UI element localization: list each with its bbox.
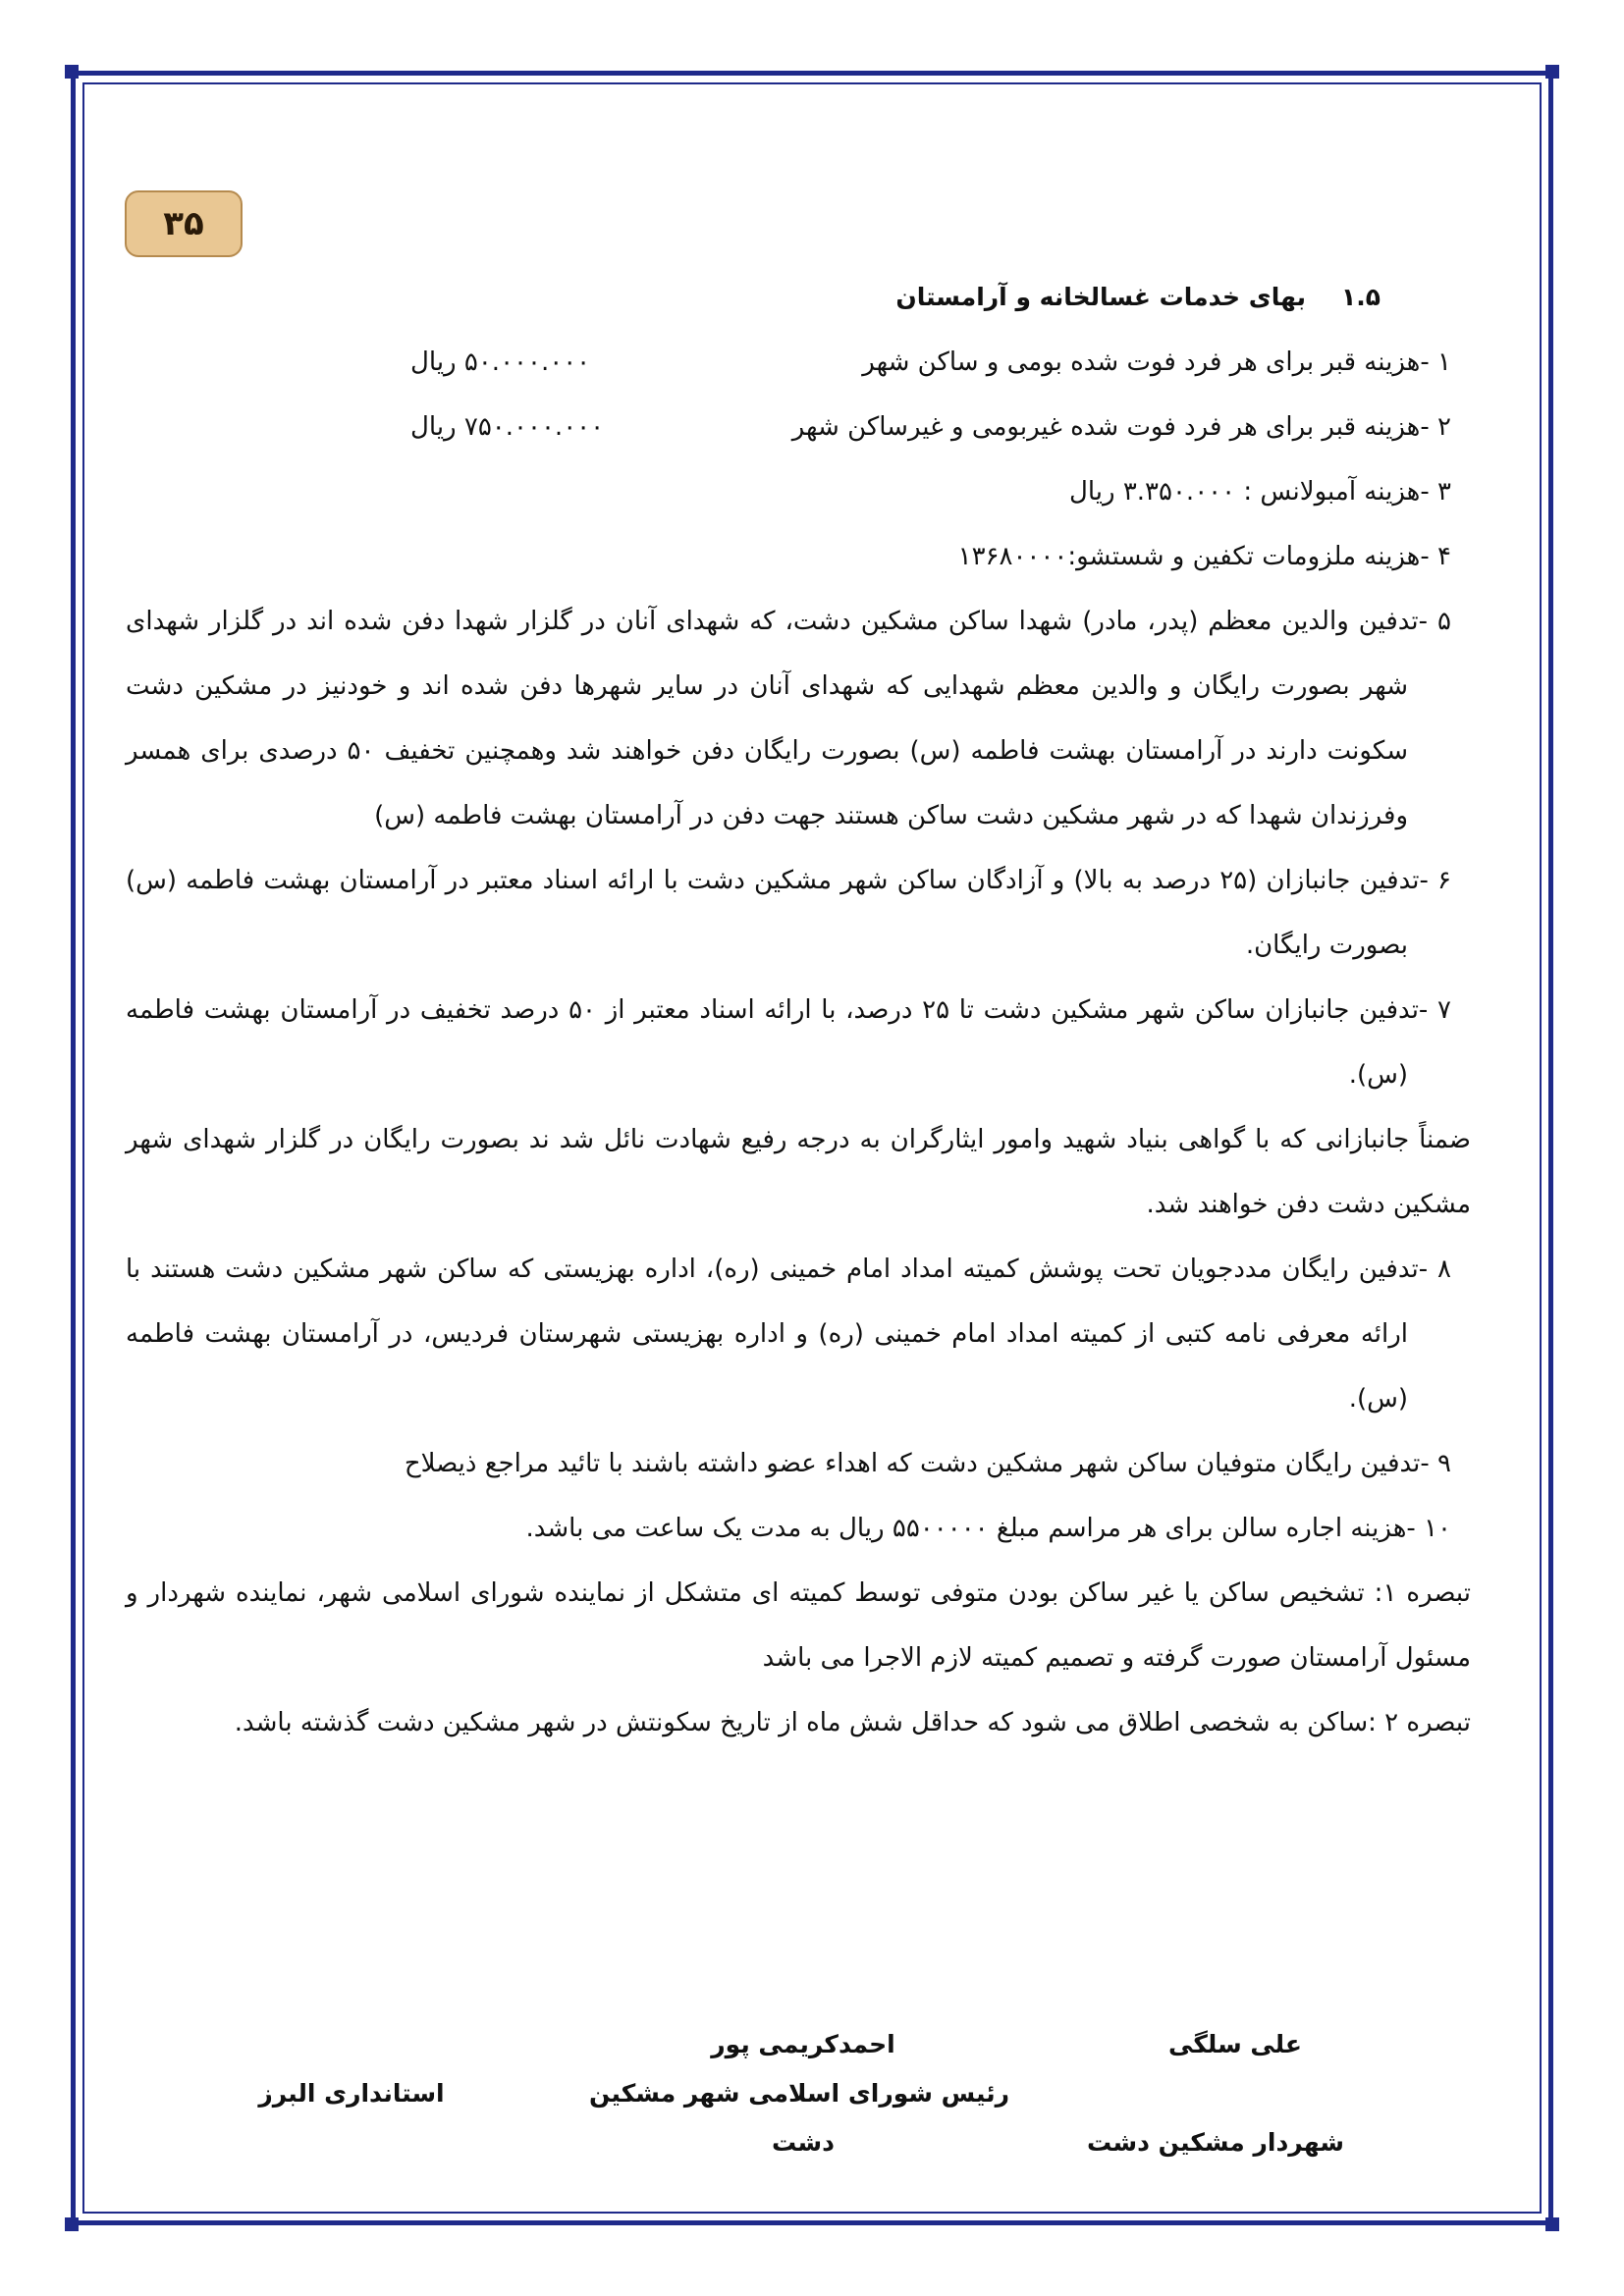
fee-amount: ۷۵۰.۰۰۰.۰۰۰ ریال [410,412,605,442]
fee-description: ۳ -هزینه آمبولانس : ۳.۳۵۰.۰۰۰ ریال [1068,477,1451,507]
council-head-name: احمدکریمی پور [711,2030,895,2058]
list-item-text: ۶ -تدفین جانبازان (۲۵ درصد به بالا) و آزادگان ساکن شهر مشکین دشت با ارائه اسناد معتبر در آرامستان بهشت فاطمه (س) بصورت رایگان. [126,866,1452,960]
section-title: بهای خدمات غسالخانه و آرامستان [895,283,1306,311]
list-item [126,848,1471,978]
list-item-text: ۱۰ -هزینه اجاره سالن برای هر مراسم مبلغ ۵۵۰۰۰۰۰ ریال به مدت یک ساعت می باشد. [525,1514,1451,1543]
section-heading [126,265,1471,330]
list-item-text: ۷ -تدفین جانبازان ساکن شهر مشکین دشت تا ۲۵ درصد، با ارائه اسناد معتبر از ۵۰ درصد تخفیف در آرامستان بهشت فاطمه (س). [126,995,1451,1090]
border-corner [65,2217,79,2231]
list-item [126,1496,1471,1561]
document-body [126,265,1471,1755]
note-paragraph: ضمناً جانبازانی که با گواهی بنیاد شهید وامور ایثارگران به درجه رفیع شهادت نائل شد ند بصورت رایگان در گلزار شهدای شهر مشکین دشت دفن خواهند شد. [126,1125,1471,1219]
page-number-badge: ۳۵ [125,190,243,257]
section-number: ۱.۵ [1340,283,1380,311]
mayor-name: علی سلگی [1168,2030,1302,2058]
list-item [126,589,1471,848]
fee-description: ۱ -هزینه قبر برای هر فرد فوت شده بومی و ساکن شهر [862,347,1451,377]
border-corner [65,65,79,79]
fee-description: ۴ -هزینه ملزومات تکفین و شستشو:۱۳۶۸۰۰۰۰ [957,542,1451,571]
fee-amount: ۵۰.۰۰۰.۰۰۰ ریال [410,347,591,377]
border-corner [1545,65,1559,79]
fee-row [126,459,1471,524]
note-tabsareh-2: تبصره ۲ :ساکن به شخصی اطلاق می شود که حداقل شش ماه از تاریخ سکونتش در شهر مشکین دشت گذشته باشد. [234,1708,1471,1737]
council-head-title: رئیس شورای اسلامی شهر مشکین [589,2079,1009,2108]
list-item [126,1237,1471,1431]
fee-row [126,330,1471,395]
fee-row [126,524,1471,589]
fee-description: ۲ -هزینه قبر برای هر فرد فوت شده غیربومی و غیرساکن شهر [791,412,1451,442]
list-item-text: ۹ -تدفین رایگان متوفیان ساکن شهر مشکین دشت که اهداء عضو داشته باشند با تائید مراجع ذیصلاح [404,1449,1451,1478]
border-corner [1545,2217,1559,2231]
council-head-title-cont: دشت [772,2128,835,2157]
governorate-label: استانداری البرز [258,2079,445,2108]
list-item [126,1431,1471,1496]
fee-row [126,395,1471,459]
list-item [126,978,1471,1107]
signature-block [126,2002,1422,2199]
mayor-title: شهردار مشکین دشت [1087,2128,1344,2157]
note-tabsareh-1: تبصره ۱: تشخیص ساکن یا غیر ساکن بودن متوفی توسط کمیته ای متشکل از نماینده شورای اسلامی شهر، نماینده شهردار و مسئول آرامستان صورت گرفته و تصمیم کمیته لازم الاجرا می باشد [126,1578,1471,1673]
list-item-text: ۸ -تدفین رایگان مددجویان تحت پوشش کمیته امداد امام خمینی (ره)، اداره بهزیستی که ساکن شهر مشکین دشت هستند با ارائه معرفی نامه کتبی از کمیته امداد امام خمینی (ره) و اداره بهزیستی شهرستان فردیس، در آرامستان بهشت فاطمه (س). [126,1255,1451,1414]
list-item-text: ۵ -تدفین والدین معظم (پدر، مادر) شهدا ساکن مشکین دشت، که شهدای آنان در گلزار شهدا دفن شده اند در گلزار شهدای شهر بصورت رایگان و والدین معظم شهدایی که شهدای آنان در سایر شهرها دفن شده اند و خودنیز در مشکین دشت سکونت دارند در آرامستان بهشت فاطمه (س) بصورت رایگان دفن خواهند شد وهمچنین تخفیف ۵۰ درصدی برای همسر وفرزندان شهدا که در شهر مشکین دشت ساکن هستند جهت دفن در آرامستان بهشت فاطمه (س) [126,607,1451,830]
